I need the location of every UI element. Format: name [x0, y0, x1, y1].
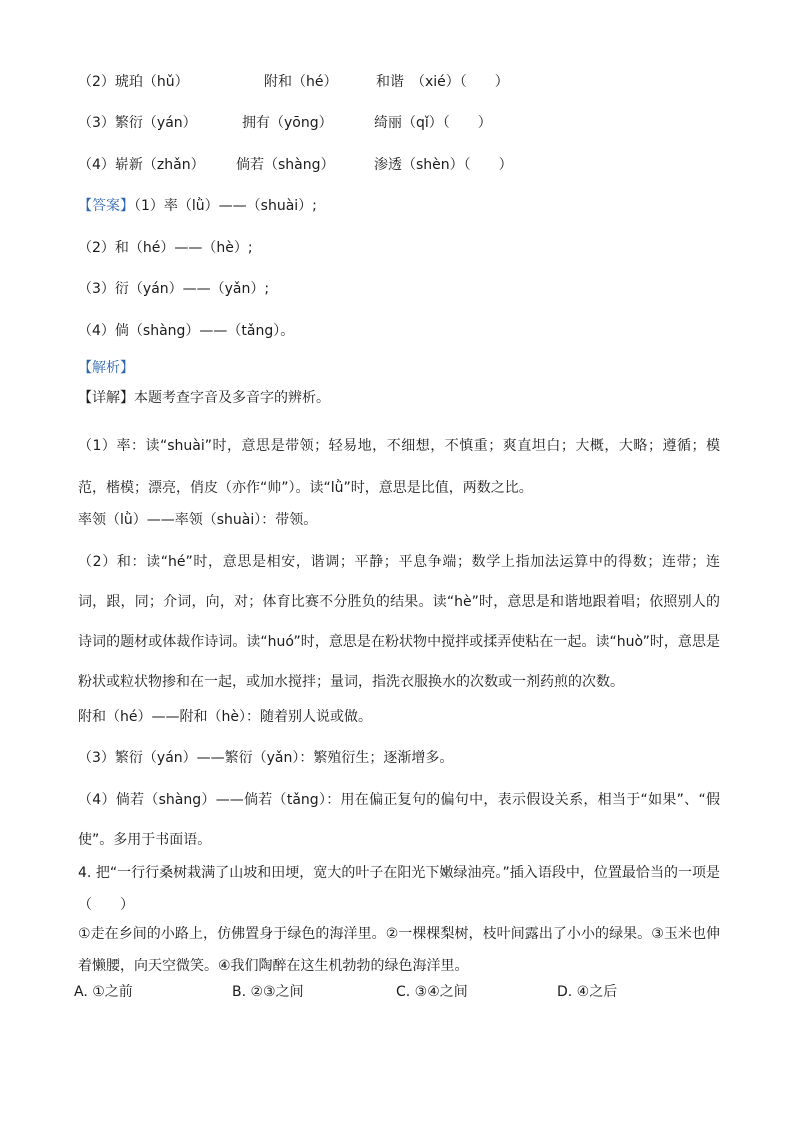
- item-2-word-a: （2）琥珀（hǔ）: [78, 74, 189, 90]
- detail-text: 本题考查字音及多音字的辨析。: [134, 390, 330, 406]
- question-item-3: [78, 113, 728, 133]
- option-a[interactable]: A. ①之前: [74, 984, 133, 1000]
- question-item-4: [78, 155, 728, 175]
- option-c[interactable]: C. ③④之间: [396, 984, 468, 1000]
- item-2-word-c: 和谐 （xié）（ ）: [376, 74, 509, 90]
- question-4-options: [74, 982, 728, 1002]
- item-3-word-c: 绮丽（qǐ）（ ）: [374, 115, 492, 131]
- question-4-stem: 4. 把“一行行桑树栽满了山坡和田埂，宽大的叶子在阳光下嫩绿油亮。”插入语段中，位置最恰当的一项是（ ）: [78, 865, 720, 913]
- answer-line-1: [78, 196, 317, 216]
- item-3-word-a: （3）繁衍（yán）: [78, 115, 197, 131]
- analysis-paragraph-3: （3）繁衍（yán）——繁衍（yǎn）：繁殖衍生；逐渐增多。: [78, 750, 454, 766]
- answer-text-1: （1）率（lǜ）——（shuài）;: [134, 198, 317, 214]
- question-item-2: [78, 72, 728, 92]
- answer-tag: 【答案】: [78, 198, 134, 214]
- option-b[interactable]: B. ②③之间: [232, 984, 304, 1000]
- detail-tag: 【详解】: [78, 390, 134, 406]
- answer-line-3: （3）衍（yán）——（yǎn）;: [78, 281, 270, 297]
- analysis-paragraph-2: （2）和：读“hé”时，意思是相安，谐调；平静；平息争端；数学上指加法运算中的得数；连带；连词，跟，同；介词，向，对；体育比赛不分胜负的结果。读“hè”时，意思是和谐地跟着唱；依照别人的诗词的题材或体裁作诗词。读“huó”时，意思是在粉状物中搅拌或揉弄使粘在一起。读“huò”时，意思是粉状或粒状物掺和在一起，或加水搅拌；量词，指洗衣服换水的次数或一剂药煎的次数。: [78, 554, 720, 690]
- analysis-example-2: 附和（hé）——附和（hè）：随着别人说或做。: [78, 709, 372, 725]
- analysis-paragraph-4: （4）倘若（shàng）——倘若（tǎng）：用在偏正复句的偏句中，表示假设关系，相当于“如果”、“假使”。多用于书面语。: [78, 792, 720, 848]
- analysis-tag: 【解析】: [78, 360, 134, 376]
- item-4-word-a: （4）崭新（zhǎn）: [78, 157, 205, 173]
- item-3-word-b: 拥有（yōng）: [242, 115, 333, 131]
- answer-line-4: （4）倘（shàng）——（tǎng）。: [78, 323, 295, 339]
- item-2-word-b: 附和（hé）: [264, 74, 338, 90]
- answer-line-2: （2）和（hé）——（hè）;: [78, 240, 253, 256]
- detail-line: [78, 388, 330, 408]
- item-4-word-c: 渗透（shèn）（ ）: [374, 157, 513, 173]
- question-4-passage: ①走在乡间的小路上，仿佛置身于绿色的海洋里。②一棵棵梨树，枝叶间露出了小小的绿果。③玉米也伸着懒腰，向天空微笑。④我们陶醉在这生机勃勃的绿色海洋里。: [78, 926, 720, 974]
- analysis-paragraph-1: （1）率：读“shuài”时，意思是带领；轻易地，不细想，不慎重；爽直坦白；大概，大略；遵循；模范，楷模；漂亮，俏皮（亦作“帅”）。读“lǜ”时，意思是比值，两数之比。: [78, 438, 720, 496]
- item-4-word-b: 倘若（shàng）: [236, 157, 335, 173]
- analysis-example-1: 率领（lǜ）——率领（shuài）：带领。: [78, 512, 318, 528]
- option-d[interactable]: D. ④之后: [557, 984, 618, 1000]
